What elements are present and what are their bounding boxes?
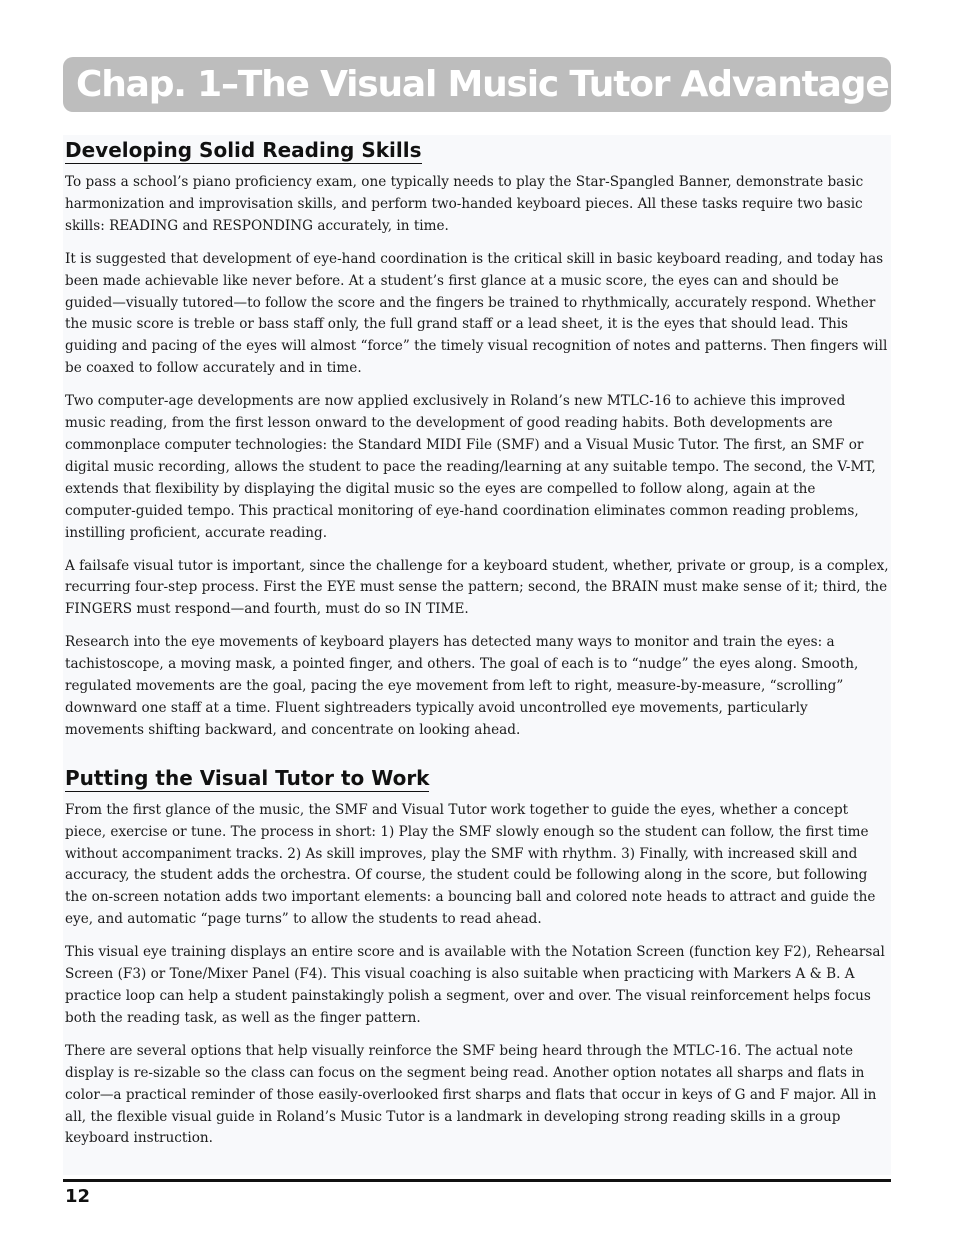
section-heading-visual-tutor: Putting the Visual Tutor to Work [65,765,430,790]
page-number: 12 [65,1186,91,1207]
section-heading-reading-skills: Developing Solid Reading Skills [65,138,422,162]
paragraph: Two computer-age developments are now applied exclusively in Roland’s new MTLC-16 to achieve this improved music reading, from the first lesson onward to the development of good reading habits. Both developments are commonplace computer technologies: the Standard MIDI File (SMF) and a Visual Music Tutor. The first, an SMF or digital music recording, allows the student to pace the reading/learning at any suitable tempo. The second, the V-MT, extends that flexibility by displaying the digital music so the eyes are compelled to follow along, again at the computer-guided tempo. This practical monitoring of eye-hand coordination eliminates common reading problems, instilling proficient, accurate reading. [65,393,876,541]
chapter-banner [63,57,891,112]
paragraph: This visual eye training displays an entire score and is available with the Notation Screen (function key F2), Rehearsal Screen (F3) or Tone/Mixer Panel (F4). This visual coaching is also suitable when practicing with Markers A & B. A practice loop can help a student painstakingly polish a segment, over and over. The visual reinforcement helps focus both the reading task, as well as the finger pattern. [65,944,885,1026]
paragraph: To pass a school’s piano proficiency exam, one typically needs to play the Star-Spangled Banner, demonstrate basic harmonization and improvisation skills, and perform two-handed keyboard pieces. All these tasks require two basic skills: READING and RESPONDING accurately, in time. [65,174,864,234]
paragraph: From the first glance of the music, the SMF and Visual Tutor work together to guide the eyes, whether a concept piece, exercise or tune. The process in short: 1) Play the SMF slowly enough so the student can follow, the first time without accompaniment tracks. 2) As skill improves, play the SMF with rhythm. 3) Finally, with increased skill and accuracy, the student adds the orchestra. Of course, the student could be following along in the score, but following the on-screen notation adds two important elements: a bouncing ball and colored note heads to attract and guide the eye, and automatic “page turns” to allow the students to read ahead. [65,801,876,928]
footer-rule [63,1179,891,1182]
chapter-title: Chap. 1–The Visual Music Tutor Advantage [76,63,889,105]
paragraph: It is suggested that development of eye-hand coordination is the critical skill in basic keyboard reading, and today has been made achievable like never before. At a student’s first glance at a music score, the eyes can and should be guided—visually tutored—to follow the score and the fingers be trained to rhythmically, accurately respond. Whether the music score is treble or bass staff only, the full grand staff or a lead sheet, it is the eyes that should lead. This guiding and pacing of the eyes will almost “force” the timely visual recognition of notes and patterns. Then fingers will be coaxed to follow accurately and in time. [65,250,888,377]
page-content [63,135,891,1175]
paragraph: There are several options that help visually reinforce the SMF being heard through the MTLC-16. The actual note display is re-sizable so the class can focus on the segment being read. Another option notates all sharps and flats in color—a practical reminder of those easily-overlooked first sharps and flats that occur in keys of G and F major. All in all, the flexible visual guide in Roland’s Music Tutor is a landmark in developing strong reading skills in a group keyboard instruction. [65,1042,877,1147]
paragraph: A failsafe visual tutor is important, since the challenge for a keyboard student, whether, private or group, is a complex, recurring four-step process. First the EYE must sense the pattern; second, the BRAIN must make sense of it; third, the FINGERS must respond—and fourth, must do so IN TIME. [65,557,889,618]
paragraph: Research into the eye movements of keyboard players has detected many ways to monitor and train the eyes: a tachistoscope, a moving mask, a pointed finger, and others. The goal of each is to “nudge” the eyes along. Smooth, regulated movements are the goal, pacing the eye movement from left to right, measure-by-measure, “scrolling” downward one staff at a time. Fluent sightreaders typically avoid uncontrolled eye movements, particularly movements shifting backward, and concentrate on looking ahead. [65,634,859,738]
